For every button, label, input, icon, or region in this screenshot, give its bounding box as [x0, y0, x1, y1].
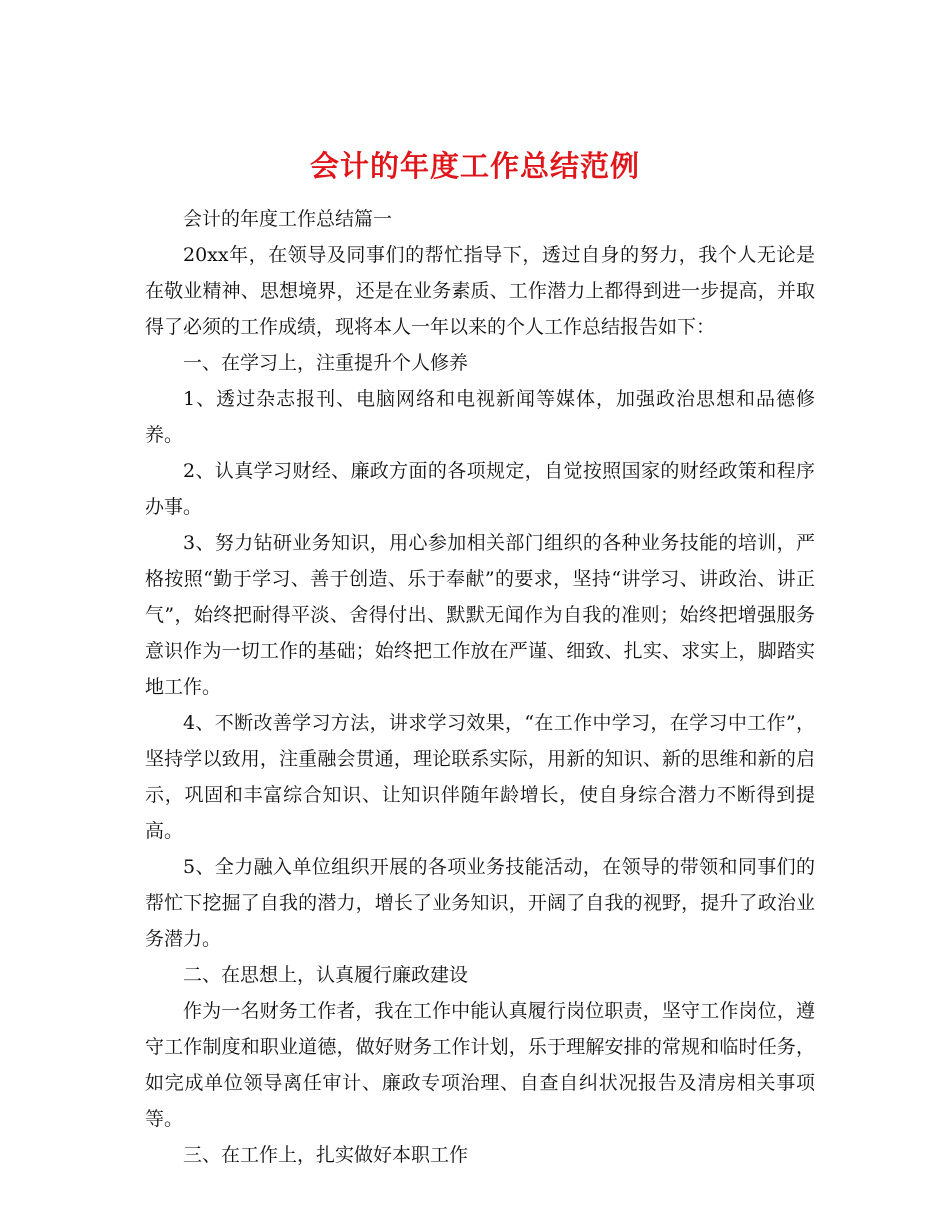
paragraph-item-3: 3、努力钻研业务知识，用心参加相关部门组织的各种业务技能的培训，严格按照“勤于学习、善于创造、乐于奉献”的要求，坚持“讲学习、讲政治、讲正气”，始终把耐得平淡、舍得付出、默默无闻作为自我的准则；始终把增强服务意识作为一切工作的基础；始终把工作放在严谨、细致、扎实、求实上，脚踏实地工作。 — [145, 532, 815, 698]
paragraph-intro: 20xx年，在领导及同事们的帮忙指导下，透过自身的努力，我个人无论是在敬业精神、思想境界，还是在业务素质、工作潜力上都得到进一步提高，并取得了必须的工作成绩，现将本人一年以来的个人工作总结报告如下： — [145, 244, 815, 338]
document-body — [145, 201, 815, 1173]
paragraph-section-heading: 会计的年度工作总结篇一 — [183, 208, 393, 230]
paragraph-heading-work: 三、在工作上，扎实做好本职工作 — [183, 1144, 469, 1166]
paragraph-item-2: 2、认真学习财经、廉政方面的各项规定，自觉按照国家的财经政策和程序办事。 — [145, 460, 815, 518]
paragraph-item-1: 1、透过杂志报刊、电脑网络和电视新闻等媒体，加强政治思想和品德修养。 — [145, 388, 815, 446]
paragraph-item-5: 5、全力融入单位组织开展的各项业务技能活动，在领导的带领和同事们的帮忙下挖掘了自我的潜力，增长了业务知识，开阔了自我的视野，提升了政治业务潜力。 — [145, 856, 815, 950]
document-title: 会计的年度工作总结范例 — [309, 149, 640, 184]
paragraph-item-4: 4、不断改善学习方法，讲求学习效果，“在工作中学习，在学习中工作”，坚持学以致用，注重融会贯通，理论联系实际，用新的知识、新的思维和新的启示，巩固和丰富综合知识、让知识伴随年龄增长，使自身综合潜力不断得到提高。 — [145, 712, 815, 842]
paragraph-heading-study: 一、在学习上，注重提升个人修养 — [183, 352, 469, 374]
paragraph-thought-body: 作为一名财务工作者，我在工作中能认真履行岗位职责，坚守工作岗位，遵守工作制度和职业道德，做好财务工作计划，乐于理解安排的常规和临时任务，如完成单位领导离任审计、廉政专项治理、自查自纠状况报告及清房相关事项等。 — [145, 1000, 815, 1130]
paragraph-heading-thought: 二、在思想上，认真履行廉政建设 — [183, 964, 469, 986]
